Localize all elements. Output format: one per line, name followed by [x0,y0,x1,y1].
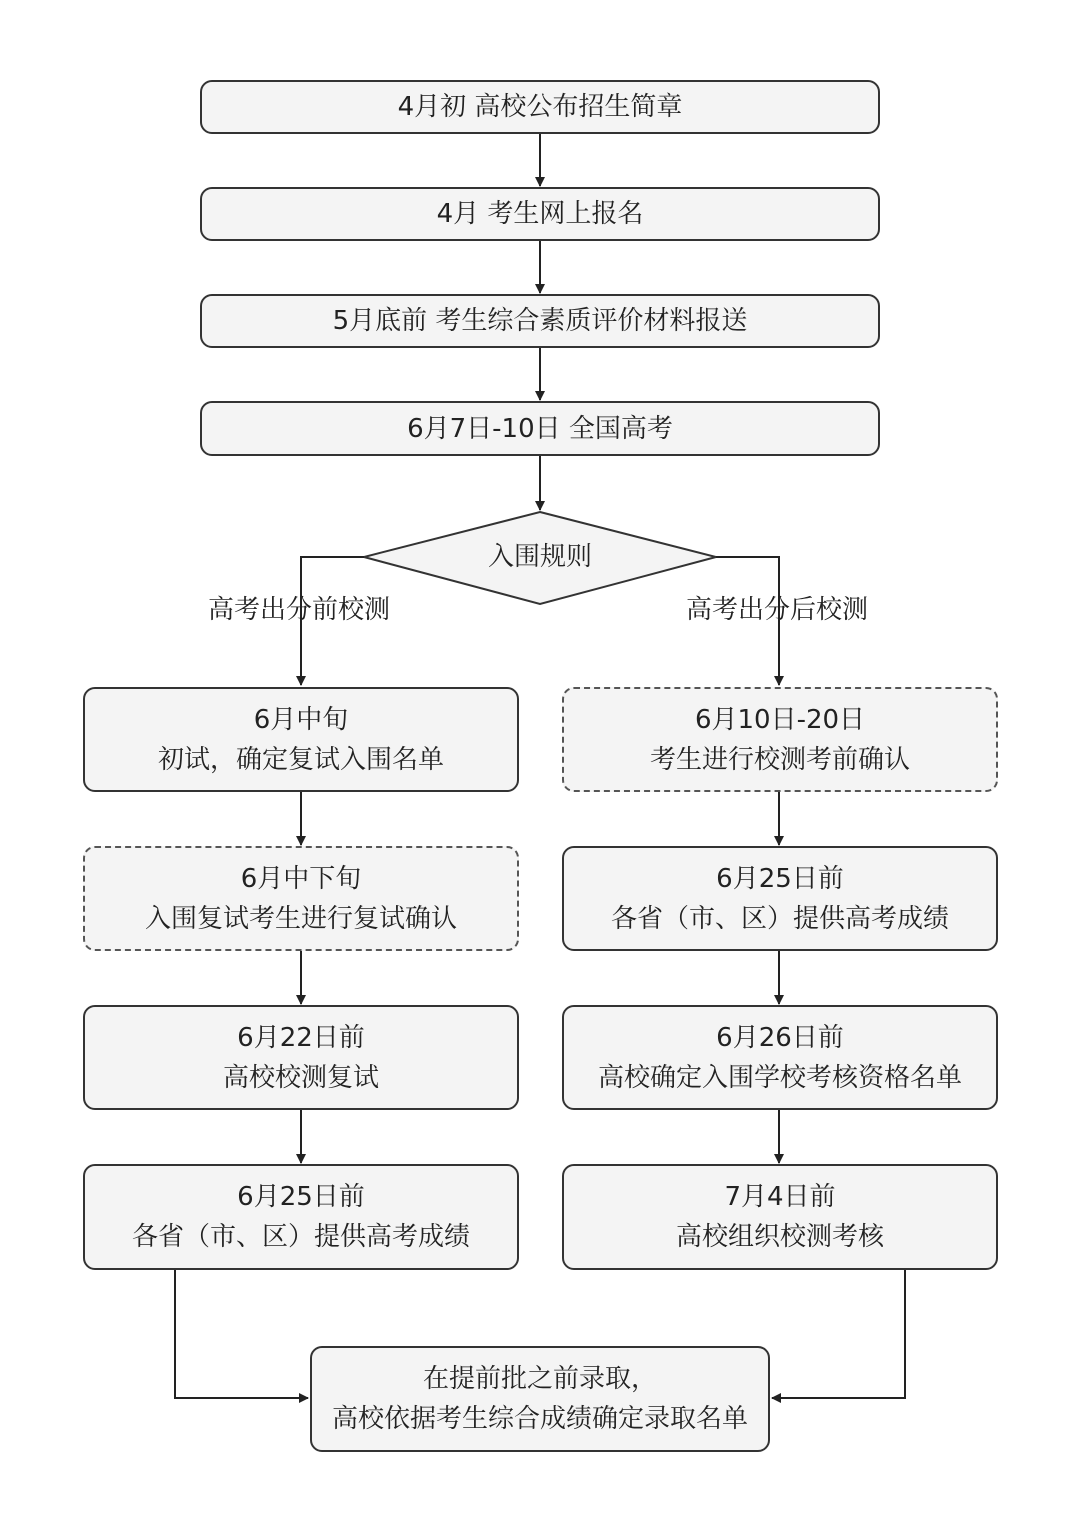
step-text: 各省（市、区）提供高考成绩 [610,903,949,934]
step-date: 6月26日前 [716,1022,844,1053]
right-step-school-assessment [562,1164,998,1270]
step-text: 考生进行校测考前确认 [649,744,910,775]
step-date: 7月4日前 [724,1182,836,1212]
step-date: 6月中下旬 [240,863,362,894]
right-step-scores-released [562,846,998,951]
right-step-pretest-confirmation [562,687,998,792]
final-step-admission [310,1346,770,1452]
final-line-1: 在提前批之前录取， [422,1364,657,1394]
step-date: 6月10日-20日 [694,704,866,735]
step-date: 6月25日前 [237,1182,365,1212]
step-date: 6月22日前 [237,1022,365,1053]
step-text: 初试，确定复试入围名单 [157,744,444,775]
step-text: 入围复试考生进行复试确认 [144,903,457,934]
step-national-exam [200,401,880,456]
arrow-right-final [772,1270,905,1398]
right-step-qualification-list [562,1005,998,1110]
step-date: 6月25日前 [716,863,844,894]
step-date: 6月中旬 [253,704,349,735]
decision-label: 入围规则 [487,542,592,572]
step-text: 高校校测复试 [222,1062,379,1093]
step-submit-evaluation-materials [200,294,880,348]
step-publish-admission-guide [200,80,880,134]
arrow-left-final [175,1270,308,1398]
branch-label-right: 高考出分后校测 [686,595,869,625]
branch-label-left: 高考出分前校测 [208,595,391,625]
step-text: 各省（市、区）提供高考成绩 [131,1222,470,1252]
step-text: 4月 考生网上报名 [436,199,644,229]
step-text: 高校确定入围学校考核资格名单 [597,1062,962,1093]
step-text: 6月7日-10日 全国高考 [407,413,673,444]
left-step-initial-test [83,687,519,792]
final-line-2: 高校依据考生综合成绩确定录取名单 [331,1404,748,1434]
step-text: 4月初 高校公布招生简章 [397,92,683,122]
step-text: 高校组织校测考核 [675,1222,884,1252]
left-step-retest-confirmation [83,846,519,951]
left-step-school-retest [83,1005,519,1110]
step-online-registration [200,187,880,241]
step-text: 5月底前 考生综合素质评价材料报送 [332,306,748,336]
left-step-scores-released [83,1164,519,1270]
